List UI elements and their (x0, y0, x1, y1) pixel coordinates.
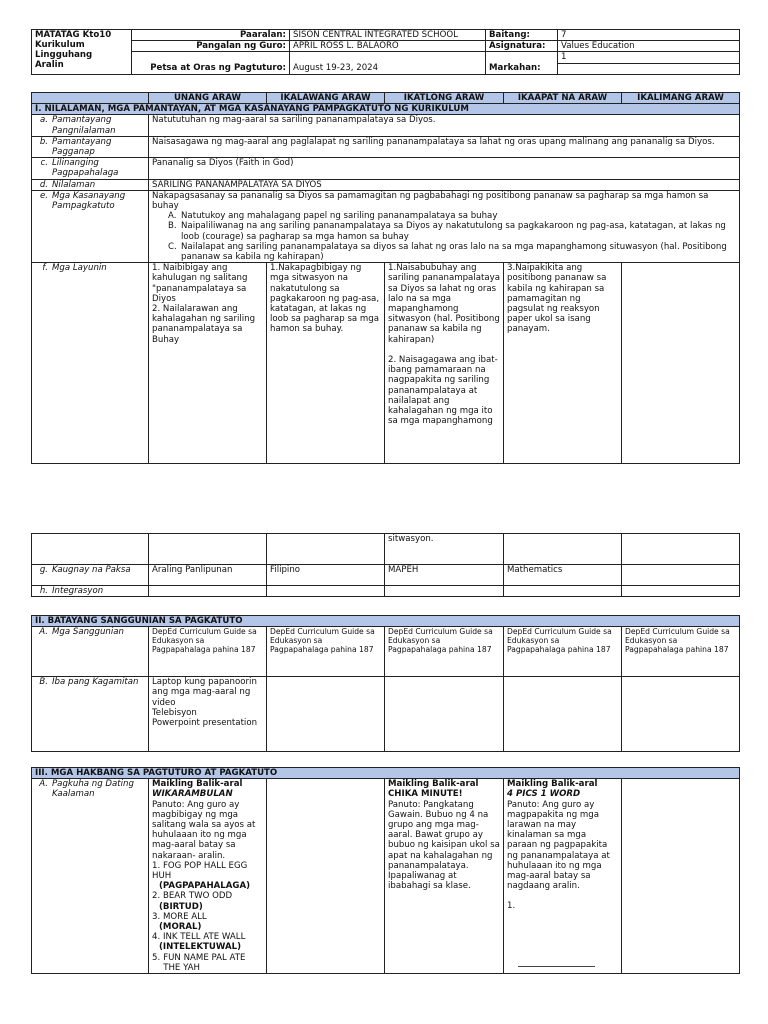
related-subject-2: Filipino (267, 565, 385, 586)
section-2-title: II. BATAYANG SANGGUNIAN SA PAGKATUTO (32, 616, 740, 627)
section-3-table (31, 767, 740, 974)
row-d-label: d. Nilalaman (32, 179, 149, 190)
row-a-label: a. Pamantayang Pangnilalaman (32, 115, 149, 136)
reference-day-4: DepEd Curriculum Guide sa Edukasyon sa Pagpapahalaga pahina 187 (504, 627, 622, 677)
competency-item: C. Nailalapat ang sariling pananampalataya sa diyos sa lahat ng oras lalo na sa mga mapanghamong situwasyon (hal. Positibong pananaw sa kabila ng kahirapan) (168, 241, 727, 263)
activity-day-4: Maikling Balik-aral 4 PICS 1 WORD Panuto: Ang guro ay magpapakita ng mga larawan na may kinalaman sa mga paraan ng pagpapakita ng pananampalataya at huhulaaan ito ng mga mag-aaral batay sa nagdaang aralin. 1. (504, 779, 622, 974)
row-g-label: g. Kaugnay na Paksa (32, 565, 149, 586)
activity-day-3: Maikling Balik-aral CHIKA MINUTE! Panuto: Pangkatang Gawain. Bubuo ng 4 na grupo ang mga mag-aaral. Bawat grupo ay bubuo ng kaisipan ukol sa apat na kahalagahan ng pananampalataya. Ipapaliwanag at ibabahagi sa klase. (385, 779, 504, 974)
day-header-blank (32, 93, 149, 104)
puzzle-item: 3. MORE ALL (MORAL) (152, 911, 207, 933)
objectives-day-2: 1.Nakapagbibigay ng mga sitwasyon na nakatutulong sa pagkakaroon ng pag-asa, katatagan, at lakas ng loob sa pagharap sa mga hamon sa buhay. (267, 263, 385, 464)
asignatura-label: Asignatura: (486, 41, 558, 52)
puzzle-item: 4. INK TELL ATE WALL (INTELEKTUWAL) (152, 932, 246, 953)
reference-day-1: DepEd Curriculum Guide sa Edukasyon sa Pagpapahalaga pahina 187 (149, 627, 267, 677)
objectives-day-3: 1.Naisabubuhay ang sariling pananampalataya sa Diyos sa lahat ng oras lalo na sa mga mapanghamong sitwasyon (hal. Positibong pananaw sa kabila ng kahirapan) 2. Naisagagawa ang ibat-ibang pamamaraan na nagpapakita ng sariling pananampalataya at nailalapat ang kahalagahan ng mga ito sa mga mapanghamong (385, 263, 504, 464)
day-header-2: IKALAWANG ARAW (267, 93, 385, 104)
petsa-value: August 19-23, 2024 (290, 52, 486, 74)
activity-day-1: Maikling Balik-aral WIKARAMBULAN Panuto: Ang guro ay magbibigay ng mga salitang wala sa ayos at huhulaaan ito ng mga mag-aaral batay sa nakaraan- aralin. 1. FOG POP HALL EGG HUH (PAGPAPAHALAGA) 2. BEAR TWO ODD (BIRTUD) 3. MORE ALL (MORAL) 4. INK TELL ATE WALL (INTELEKTUWAL) 5. FUN NAME PAL ATE THE YAH (149, 779, 267, 974)
objectives-day-3-continued: sitwasyon. (385, 534, 504, 565)
row-prior-knowledge-label: A. Pagkuha ng Dating Kaalaman (32, 779, 149, 974)
reference-day-5: DepEd Curriculum Guide sa Edukasyon sa Pagpapahalaga pahina 187 (622, 627, 740, 677)
row-b-value: Naisasagawa ng mag-aaral ang paglalapat ng sariling pananampalataya sa lahat ng oras upang malinang ang pananalig sa Diyos. (149, 136, 740, 157)
day-header-3: IKATLONG ARAW (385, 93, 504, 104)
objectives-day-4: 3.Naipakikita ang positibong pananaw sa kabila ng kahirapan sa pamamagitan ng pagsulat ng reaksyon paper ukol sa isang panayam. (504, 263, 622, 464)
guro-label: Pangalan ng Guro: (132, 41, 290, 52)
competency-item: B. Naipaliliwanag na ang sariling pananampalataya sa Diyos ay nakatutulong sa pagkakaroon ng pag-asa, katatagan, at lakas ng loob (courage) sa pagharap sa mga hamon sa buhay (168, 221, 726, 242)
asignatura-value: Values Education (558, 41, 740, 52)
row-h-label: h. Integrasyon (32, 586, 149, 597)
related-subject-5 (622, 565, 740, 586)
day-header-1: UNANG ARAW (149, 93, 267, 104)
section-1-table (31, 92, 740, 464)
reference-day-3: DepEd Curriculum Guide sa Edukasyon sa Pagpapahalaga pahina 187 (385, 627, 504, 677)
related-subject-3: MAPEH (385, 565, 504, 586)
day-header-4: IKAAPAT NA ARAW (504, 93, 622, 104)
objectives-day-5 (622, 263, 740, 464)
markahan-value: 1 (558, 52, 740, 63)
row-d-value: SARILING PANANAMPALATAYA SA DIYOS (149, 179, 740, 190)
puzzle-item: 2. BEAR TWO ODD (BIRTUD) (152, 891, 233, 912)
row-c-label: c. Lilinanging Pagpapahalaga (32, 158, 149, 179)
section-2-table (31, 615, 740, 752)
row-c-value: Pananalig sa Diyos (Faith in God) (149, 158, 740, 179)
related-subject-4: Mathematics (504, 565, 622, 586)
section-1-title: I. NILALAMAN, MGA PAMANTAYAN, AT MGA KASANAYANG PAMPAGKATUTO NG KURIKULUM (32, 104, 740, 115)
objectives-day-1: 1. Naibibigay ang kahulugan ng salitang "pananampalataya sa Diyos 2. Nailalarawan ang kahalagahan ng sariling pananampalataya sa Buhay (149, 263, 267, 464)
row-f-label: f. Mga Layunin (32, 263, 149, 464)
row-b-label: b. Pamantayang Pagganap (32, 136, 149, 157)
row-e-value: Nakapagsasanay sa pananalig sa Diyos sa pamamagitan ng pagbabahagi ng positibong pananaw sa pagharap sa mga hamon sa buhay A. Natutukoy ang mahalagang papel ng sariling pananampalataya sa buhay B. Naipaliliwanag na ang sariling pananampalataya sa Diyos ay nakatutulong sa pagkakaroon ng pag-asa, katatagan, at lakas ng loob (courage) sa pagharap sa mga hamon sa buhay C. Nailalapat ang sariling pananampalataya sa diyos sa lahat ng oras lalo na sa mga mapanghamong situwasyon (hal. Positibong pananaw sa kabila ng kahirapan) (149, 190, 740, 262)
markahan-blank (558, 63, 740, 74)
guro-value: APRIL ROSS L. BALAORO (290, 41, 486, 52)
baitang-value: 7 (558, 30, 740, 41)
markahan-label: Markahan: (486, 52, 558, 74)
baitang-label: Baitang: (486, 30, 558, 41)
section-3-title: III. MGA HAKBANG SA PAGTUTURO AT PAGKATUTO (32, 768, 740, 779)
row-a-value: Natututuhan ng mag-aaral sa sariling pananampalataya sa Diyos. (149, 115, 740, 136)
curriculum-label: MATATAG Kto10 Kurikulum Lingguhang Aralin (32, 30, 132, 75)
materials-day-1: Laptop kung papanoorin ang mga mag-aaral ng video Telebisyon Powerpoint presentation (149, 677, 267, 752)
day-header-5: IKALIMANG ARAW (622, 93, 740, 104)
puzzle-item: 5. FUN NAME PAL ATE THE YAH (152, 952, 246, 973)
answer-blank-line (518, 966, 595, 967)
paaralan-label: Paaralan: (132, 30, 290, 41)
row-references-label: A. Mga Sanggunian (32, 627, 149, 677)
row-e-label: e. Mga Kasanayang Pampagkatuto (32, 190, 149, 262)
puzzle-item: 1. FOG POP HALL EGG HUH (PAGPAPAHALAGA) (152, 860, 251, 892)
paaralan-value: SISON CENTRAL INTEGRATED SCHOOL (290, 30, 486, 41)
header-table (31, 29, 740, 75)
competency-item: A. Natutukoy ang mahalagang papel ng sariling pananampalataya sa buhay (168, 211, 498, 222)
related-subject-1: Araling Panlipunan (149, 565, 267, 586)
reference-day-2: DepEd Curriculum Guide sa Edukasyon sa Pagpapahalaga pahina 187 (267, 627, 385, 677)
row-materials-label: B. Iba pang Kagamitan (32, 677, 149, 752)
petsa-label: Petsa at Oras ng Pagtuturo: (132, 52, 290, 74)
section-1-continued-table (31, 533, 740, 597)
